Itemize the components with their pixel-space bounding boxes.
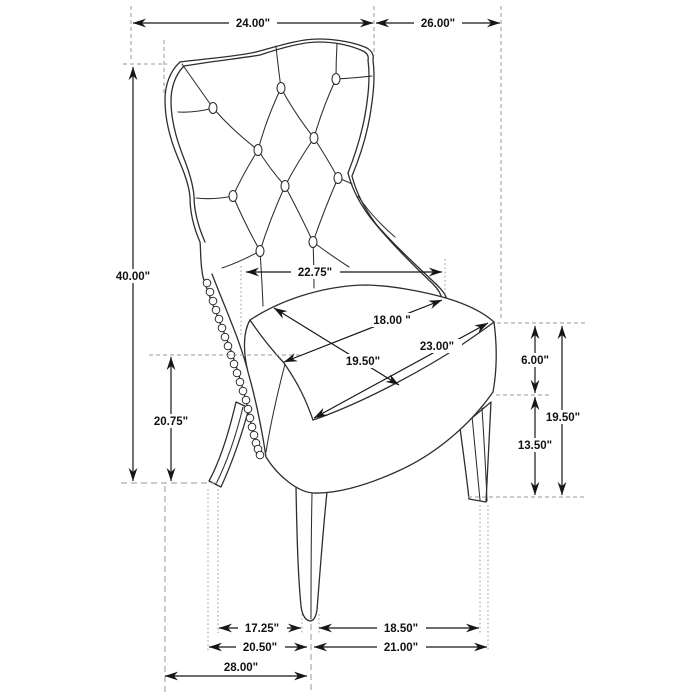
dim-label: 13.50" [517, 440, 553, 452]
back-left-leg [209, 402, 249, 487]
dim-arm-to-seat-drop [514, 326, 557, 393]
arm-roll-inner [348, 173, 442, 299]
dim-arm-height [147, 357, 196, 481]
dim-label: 24.00" [235, 18, 271, 30]
dim-label: 21.00" [383, 642, 419, 654]
dim-label: 40.00" [115, 271, 151, 283]
dim-label: 18.50" [383, 623, 419, 635]
dim-seat-height [539, 326, 588, 495]
dim-label: 26.00" [420, 18, 456, 30]
dim-leg-span-right [314, 640, 487, 654]
dim-label: 19.50" [545, 412, 581, 424]
dim-label: 18.00 " [373, 315, 411, 327]
dim-label: 6.00" [521, 355, 549, 367]
dim-top-depth [376, 16, 500, 30]
dim-footprint-depth [165, 660, 307, 676]
dim-label: 28.00" [223, 662, 259, 674]
chair-drawing [165, 39, 496, 621]
dim-leg-gap-inner [219, 621, 301, 635]
dim-back-top-width [133, 16, 373, 30]
tufting-seams [178, 44, 372, 306]
dim-label: 20.75" [153, 416, 189, 428]
dim-leg-gap-rear [319, 621, 479, 635]
dim-label: 23.00" [419, 341, 455, 353]
dim-back-width-at-arms [246, 265, 442, 279]
dim-leg-span-left [209, 640, 307, 654]
dim-label: 17.25" [244, 623, 280, 635]
dim-label: 20.50" [242, 642, 278, 654]
dim-label: 22.75" [297, 267, 333, 279]
dim-label: 19.50" [345, 356, 381, 368]
arm-crease [358, 196, 395, 237]
